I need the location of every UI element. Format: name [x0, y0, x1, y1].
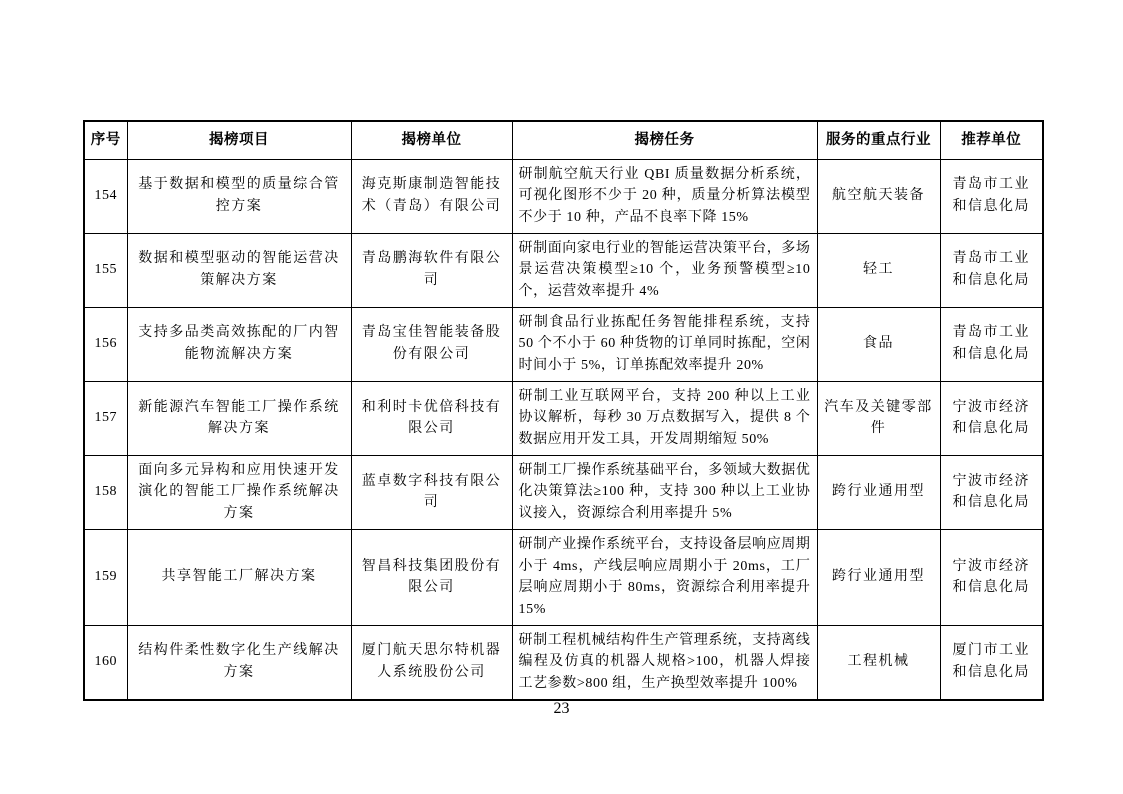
cell-industry: 航空航天装备 [817, 159, 940, 233]
cell-unit: 智昌科技集团股份有限公司 [351, 529, 512, 625]
table-row [84, 307, 1043, 381]
table-row [84, 529, 1043, 625]
cell-serial-number: 156 [84, 307, 127, 381]
cell-serial-number: 154 [84, 159, 127, 233]
cell-project: 面向多元异构和应用快速开发演化的智能工厂操作系统解决方案 [127, 455, 351, 529]
cell-unit: 蓝卓数字科技有限公司 [351, 455, 512, 529]
cell-project: 共享智能工厂解决方案 [127, 529, 351, 625]
cell-industry: 轻工 [817, 233, 940, 307]
cell-task: 研制工程机械结构件生产管理系统，支持离线编程及仿真的机器人规格>100，机器人焊接工艺参数>800 组，生产换型效率提升 100% [512, 625, 817, 700]
cell-recommender: 青岛市工业和信息化局 [940, 307, 1043, 381]
cell-task: 研制工厂操作系统基础平台，多领域大数据优化决策算法≥100 种，支持 300 种以上工业协议接入，资源综合利用率提升 5% [512, 455, 817, 529]
cell-serial-number: 160 [84, 625, 127, 700]
cell-serial-number: 157 [84, 381, 127, 455]
cell-recommender: 厦门市工业和信息化局 [940, 625, 1043, 700]
cell-recommender: 青岛市工业和信息化局 [940, 159, 1043, 233]
header-row [84, 121, 1043, 159]
cell-task: 研制工业互联网平台，支持 200 种以上工业协议解析，每秒 30 万点数据写入，提供 8 个数据应用开发工具，开发周期缩短 50% [512, 381, 817, 455]
cell-recommender: 宁波市经济和信息化局 [940, 381, 1043, 455]
cell-unit: 海克斯康制造智能技术（青岛）有限公司 [351, 159, 512, 233]
cell-recommender: 青岛市工业和信息化局 [940, 233, 1043, 307]
cell-industry: 跨行业通用型 [817, 529, 940, 625]
cell-serial-number: 158 [84, 455, 127, 529]
cell-project: 支持多品类高效拣配的厂内智能物流解决方案 [127, 307, 351, 381]
header-serial-number: 序号 [84, 121, 127, 159]
cell-project: 数据和模型驱动的智能运营决策解决方案 [127, 233, 351, 307]
table-row [84, 455, 1043, 529]
cell-recommender: 宁波市经济和信息化局 [940, 529, 1043, 625]
header-unit: 揭榜单位 [351, 121, 512, 159]
cell-unit: 厦门航天思尔特机器人系统股份公司 [351, 625, 512, 700]
cell-task: 研制食品行业拣配任务智能排程系统，支持 50 个不小于 60 种货物的订单同时拣配，空闲时间小于 5%，订单拣配效率提升 20% [512, 307, 817, 381]
table-row [84, 233, 1043, 307]
cell-task: 研制产业操作系统平台，支持设备层响应周期小于 4ms，产线层响应周期小于 20ms，工厂层响应周期小于 80ms，资源综合利用率提升 15% [512, 529, 817, 625]
header-project: 揭榜项目 [127, 121, 351, 159]
cell-serial-number: 155 [84, 233, 127, 307]
cell-industry: 汽车及关键零部件 [817, 381, 940, 455]
cell-project: 新能源汽车智能工厂操作系统解决方案 [127, 381, 351, 455]
cell-unit: 青岛宝佳智能装备股份有限公司 [351, 307, 512, 381]
cell-project: 结构件柔性数字化生产线解决方案 [127, 625, 351, 700]
table-row [84, 159, 1043, 233]
table-row [84, 625, 1043, 700]
cell-task: 研制航空航天行业 QBI 质量数据分析系统，可视化图形不少于 20 种，质量分析算法模型不少于 10 种，产品不良率下降 15% [512, 159, 817, 233]
header-task: 揭榜任务 [512, 121, 817, 159]
cell-task: 研制面向家电行业的智能运营决策平台，多场景运营决策模型≥10 个，业务预警模型≥10 个，运营效率提升 4% [512, 233, 817, 307]
cell-industry: 食品 [817, 307, 940, 381]
cell-serial-number: 159 [84, 529, 127, 625]
cell-unit: 和利时卡优倍科技有限公司 [351, 381, 512, 455]
cell-recommender: 宁波市经济和信息化局 [940, 455, 1043, 529]
header-industry: 服务的重点行业 [817, 121, 940, 159]
cell-unit: 青岛鹏海软件有限公司 [351, 233, 512, 307]
cell-industry: 工程机械 [817, 625, 940, 700]
header-recommender: 推荐单位 [940, 121, 1043, 159]
cell-industry: 跨行业通用型 [817, 455, 940, 529]
page-number: 23 [553, 700, 570, 717]
cell-project: 基于数据和模型的质量综合管控方案 [127, 159, 351, 233]
table-row [84, 381, 1043, 455]
project-table [83, 120, 1044, 701]
